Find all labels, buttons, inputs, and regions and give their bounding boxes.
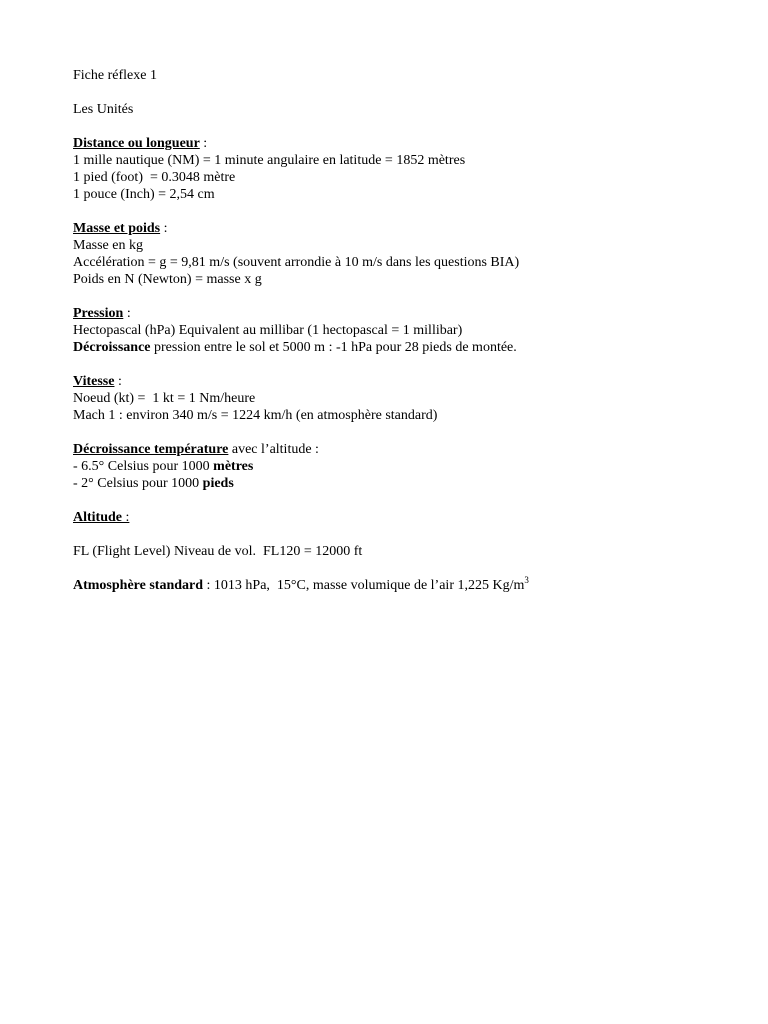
pression-decroissance-label: Décroissance	[73, 340, 151, 355]
pression-line-hpa: Hectopascal (hPa) Equivalent au millibar (1 hectopascal = 1 millibar)	[73, 323, 463, 338]
vitesse-line-noeud: Noeud (kt) = 1 kt = 1 Nm/heure	[73, 391, 256, 406]
atmosphere-standard-text: : 1013 hPa, 15°C, masse volumique de l’air 1,225 Kg/m	[203, 578, 525, 593]
atmosphere-standard-label: Atmosphère standard	[73, 578, 204, 593]
spacer	[73, 203, 728, 220]
section-masse-title: Masse et poids	[73, 221, 161, 236]
temperature-pieds-text: - 2° Celsius pour 1000	[73, 476, 203, 491]
temperature-line-pieds	[73, 475, 728, 492]
spacer	[73, 288, 728, 305]
section-altitude-title: Altitude	[73, 510, 126, 525]
section-distance-colon: :	[199, 136, 208, 151]
spacer	[73, 492, 728, 509]
section-temperature-heading	[73, 441, 728, 458]
spacer	[73, 526, 728, 543]
section-vitesse-heading	[73, 373, 728, 390]
section-masse-colon: :	[160, 221, 168, 236]
section-temperature-title: Décroissance température	[73, 442, 229, 457]
spacer	[73, 84, 728, 101]
distance-line-foot: 1 pied (foot) = 0.3048 mètre	[73, 170, 236, 185]
temperature-metres-unit: mètres	[213, 459, 254, 474]
section-vitesse-colon: :	[114, 374, 122, 389]
document-title: Fiche réflexe 1	[73, 68, 157, 83]
atmosphere-standard-line	[73, 577, 728, 594]
pression-line-decroissance	[73, 339, 728, 356]
temperature-metres-text: - 6.5° Celsius pour 1000	[73, 459, 214, 474]
atmosphere-standard-exponent: 3	[524, 575, 529, 585]
section-pression-heading	[73, 305, 728, 322]
section-masse-heading	[73, 220, 728, 237]
section-altitude-heading	[73, 509, 728, 526]
section-temperature-rest: avec l’altitude :	[228, 442, 319, 457]
document-subtitle: Les Unités	[73, 102, 134, 117]
section-pression-colon: :	[123, 306, 131, 321]
distance-line-inch: 1 pouce (Inch) = 2,54 cm	[73, 187, 215, 202]
spacer	[73, 560, 728, 577]
section-vitesse-title: Vitesse	[73, 374, 115, 389]
masse-line-acceleration: Accélération = g = 9,81 m/s (souvent arrondie à 10 m/s dans les questions BIA)	[73, 255, 520, 270]
distance-line-nm: 1 mille nautique (NM) = 1 minute angulaire en latitude = 1852 mètres	[73, 153, 466, 168]
temperature-line-metres	[73, 458, 728, 475]
section-distance-title: Distance ou longueur	[73, 136, 200, 151]
vitesse-line-mach: Mach 1 : environ 340 m/s = 1224 km/h (en atmosphère standard)	[73, 408, 438, 423]
altitude-line-fl: FL (Flight Level) Niveau de vol. FL120 = 12000 ft	[73, 544, 363, 559]
pression-decroissance-text: pression entre le sol et 5000 m : -1 hPa pour 28 pieds de montée.	[150, 340, 517, 355]
temperature-pieds-unit: pieds	[202, 476, 234, 491]
section-altitude-colon: :	[125, 510, 130, 525]
spacer	[73, 424, 728, 441]
section-distance-heading	[73, 135, 728, 152]
spacer	[73, 356, 728, 373]
masse-line-kg: Masse en kg	[73, 238, 143, 253]
spacer	[73, 118, 728, 135]
masse-line-poids: Poids en N (Newton) = masse x g	[73, 272, 262, 287]
section-pression-title: Pression	[73, 306, 124, 321]
